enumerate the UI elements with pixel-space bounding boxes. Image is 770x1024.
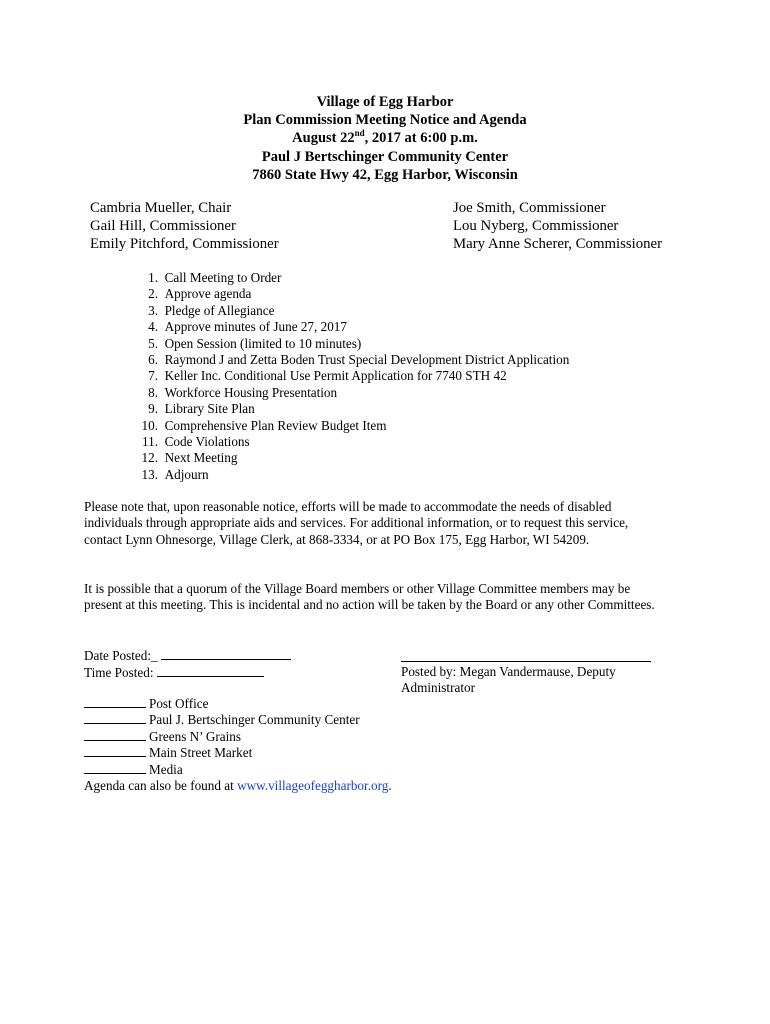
agenda-item-number: 10. (141, 417, 158, 433)
location-check-blank (84, 712, 146, 724)
quorum-notice (84, 581, 704, 614)
location-check-blank (84, 696, 146, 708)
posting-location (84, 712, 360, 728)
posting-location (84, 745, 360, 761)
agenda-item-number: 13. (141, 466, 158, 482)
agenda-item-number: 12. (141, 450, 158, 466)
date-posted-label: Date Posted:_ (84, 648, 158, 663)
agenda-item-text: Call Meeting to Order (164, 270, 282, 285)
time-posted-blank (157, 664, 264, 677)
agenda-item (132, 385, 569, 401)
agenda-item (132, 336, 569, 352)
meeting-date-suffix: , 2017 at 6:00 p.m. (364, 130, 478, 147)
location-check-blank (84, 762, 146, 774)
posting-location (84, 729, 360, 745)
village-website-link[interactable]: www.villageofeggharbor.org (237, 778, 389, 793)
meeting-title: Plan Commission Meeting Notice and Agenda (243, 112, 527, 129)
agenda-item (132, 270, 569, 286)
location-name: Greens N’ Grains (149, 728, 242, 744)
meeting-date-ordinal: nd (354, 128, 365, 139)
member-name: Gail Hill, Commissioner (90, 218, 236, 234)
agenda-item-text: Library Site Plan (164, 401, 255, 417)
location-name: Post Office (149, 696, 209, 711)
agenda-item-text: Raymond J and Zetta Boden Trust Special Development District Application (164, 352, 570, 368)
quorum-line: It is possible that a quorum of the Village Board members or other Village Committee members may be (84, 581, 631, 596)
posting-location (84, 762, 360, 778)
posting-fields (84, 647, 291, 682)
agenda-item (132, 303, 569, 319)
agenda-item-text: Approve minutes of June 27, 2017 (164, 319, 347, 335)
agenda-item (132, 286, 569, 302)
agenda-item-number: 3. (148, 302, 158, 318)
agenda-item-number: 9. (148, 401, 158, 417)
date-posted-field (84, 647, 291, 664)
agenda-list (132, 270, 569, 483)
posted-by-line: Administrator (401, 680, 475, 696)
posting-locations (84, 696, 360, 778)
agenda-online-prefix: Agenda can also be found at (84, 778, 238, 793)
agenda-item (132, 319, 569, 335)
agenda-item (132, 450, 569, 466)
agenda-item-text: Comprehensive Plan Review Budget Item (164, 417, 387, 433)
agenda-item (132, 401, 569, 417)
time-posted-label: Time Posted: (84, 665, 154, 681)
agenda-item-text: Pledge of Allegiance (164, 302, 275, 318)
member-name: Lou Nyberg, Commissioner (453, 218, 619, 234)
notice-line: contact Lynn Ohnesorge, Village Clerk, at 868-3334, or at PO Box 175, Egg Harbor, WI 54209. (84, 531, 590, 547)
agenda-item-text: Approve agenda (164, 286, 252, 302)
agenda-item-text: Keller Inc. Conditional Use Permit Application for 7740 STH 42 (164, 368, 507, 384)
member-name: Emily Pitchford, Commissioner (90, 236, 279, 252)
agenda-item (132, 434, 569, 450)
meeting-date (0, 129, 770, 147)
agenda-online-suffix: . (388, 778, 392, 793)
notice-header (0, 93, 770, 184)
agenda-item (132, 418, 569, 434)
agenda-item-number: 2. (148, 286, 158, 302)
agenda-online-note (84, 778, 392, 794)
agenda-item-text: Workforce Housing Presentation (164, 384, 338, 400)
member-name: Mary Anne Scherer, Commissioner (453, 236, 662, 252)
village-name: Village of Egg Harbor (316, 94, 454, 110)
agenda-item-number: 6. (148, 352, 158, 368)
location-check-blank (84, 745, 146, 757)
agenda-item-number: 11. (142, 434, 158, 450)
location-check-blank (84, 729, 146, 741)
agenda-item-number: 5. (148, 335, 158, 351)
notice-line: individuals through appropriate aids and services. For additional information, or to request this service, (84, 515, 629, 531)
meeting-date-prefix: August 22 (292, 130, 355, 147)
agenda-item-number: 4. (148, 319, 158, 335)
agenda-item-text: Next Meeting (164, 450, 238, 466)
posted-by-line: Posted by: Megan Vandermause, Deputy (401, 664, 616, 679)
quorum-line: present at this meeting. This is incidental and no action will be taken by the Board or any other Committees. (84, 597, 655, 613)
agenda-item-text: Adjourn (164, 466, 209, 482)
agenda-item (132, 467, 569, 483)
meeting-address: 7860 State Hwy 42, Egg Harbor, Wisconsin (252, 166, 518, 183)
agenda-item (132, 352, 569, 368)
location-name: Paul J. Bertschinger Community Center (149, 712, 360, 728)
time-posted-field (84, 664, 291, 681)
agenda-item-text: Open Session (limited to 10 minutes) (164, 335, 362, 351)
agenda-item-number: 7. (148, 368, 158, 384)
agenda-item-text: Code Violations (164, 434, 250, 450)
notice-line: Please note that, upon reasonable notice, efforts will be made to accommodate the needs of disabled (84, 499, 612, 514)
members-right-column (453, 199, 662, 253)
location-name: Media (149, 761, 183, 777)
date-posted-blank (161, 647, 291, 660)
agenda-item (132, 368, 569, 384)
posted-by (401, 664, 616, 697)
meeting-venue: Paul J Bertschinger Community Center (261, 148, 509, 165)
member-name: Joe Smith, Commissioner (453, 200, 606, 216)
signature-line (401, 661, 651, 662)
agenda-item-number: 8. (148, 384, 158, 400)
accommodation-notice (84, 499, 704, 548)
member-name: Cambria Mueller, Chair (90, 200, 232, 216)
members-left-column (90, 199, 279, 253)
agenda-item-number: 1. (148, 270, 158, 285)
location-name: Main Street Market (149, 745, 253, 761)
posting-location (84, 696, 360, 712)
